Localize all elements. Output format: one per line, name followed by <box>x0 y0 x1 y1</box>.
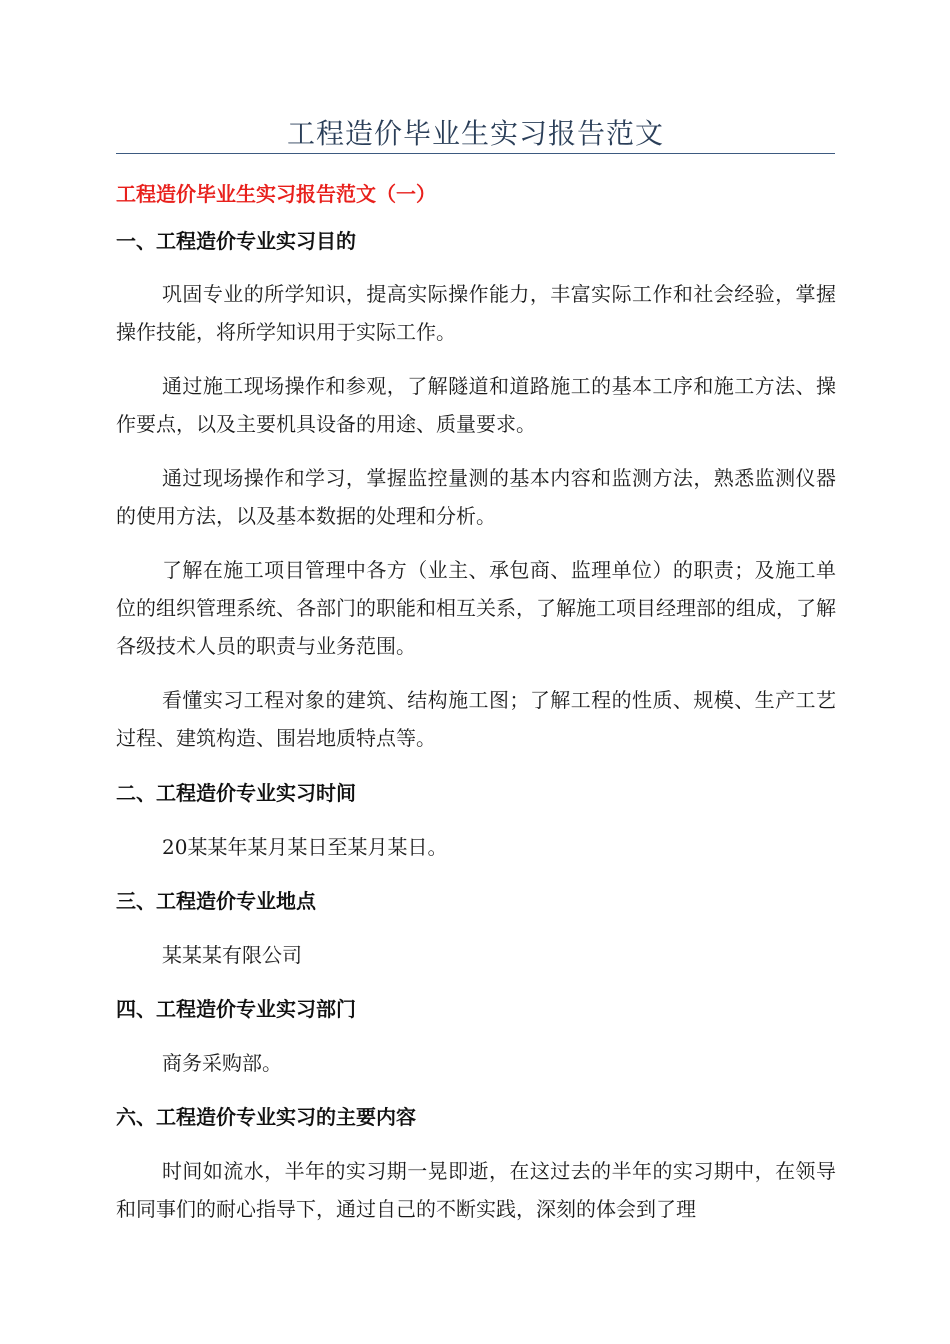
paragraph-1: 巩固专业的所学知识，提高实际操作能力，丰富实际工作和社会经验，掌握操作技能，将所学知识用于实际工作。 <box>116 282 836 344</box>
paragraph-location: 某某某有限公司 <box>162 943 302 967</box>
heading-location: 三、工程造价专业地点 <box>116 889 316 913</box>
paragraph-2: 通过施工现场操作和参观，了解隧道和道路施工的基本工序和施工方法、操作要点，以及主要机具设备的用途、质量要求。 <box>116 374 836 436</box>
paragraph-department: 商务采购部。 <box>162 1051 282 1075</box>
paragraph-3: 通过现场操作和学习，掌握监控量测的基本内容和监测方法，熟悉监测仪器的使用方法，以及基本数据的处理和分析。 <box>116 466 836 528</box>
section-subtitle: 工程造价毕业生实习报告范文（一） <box>116 182 436 206</box>
document-title: 工程造价毕业生实习报告范文 <box>286 117 664 150</box>
heading-purpose: 一、工程造价专业实习目的 <box>116 229 356 253</box>
heading-time: 二、工程造价专业实习时间 <box>116 781 356 805</box>
paragraph-5: 看懂实习工程对象的建筑、结构施工图；了解工程的性质、规模、生产工艺过程、建筑构造、围岩地质特点等。 <box>116 688 836 750</box>
paragraph-4: 了解在施工项目管理中各方（业主、承包商、监理单位）的职责；及施工单位的组织管理系统、各部门的职能和相互关系，了解施工项目经理部的组成，了解各级技术人员的职责与业务范围。 <box>116 558 836 658</box>
paragraph-content: 时间如流水，半年的实习期一晃即逝，在这过去的半年的实习期中，在领导和同事们的耐心指导下，通过自己的不断实践，深刻的体会到了理 <box>116 1159 836 1221</box>
title-divider <box>116 153 835 154</box>
paragraph-time: 20某某年某月某日至某月某日。 <box>162 835 448 859</box>
heading-content: 六、工程造价专业实习的主要内容 <box>116 1105 416 1129</box>
heading-department: 四、工程造价专业实习部门 <box>116 997 356 1021</box>
